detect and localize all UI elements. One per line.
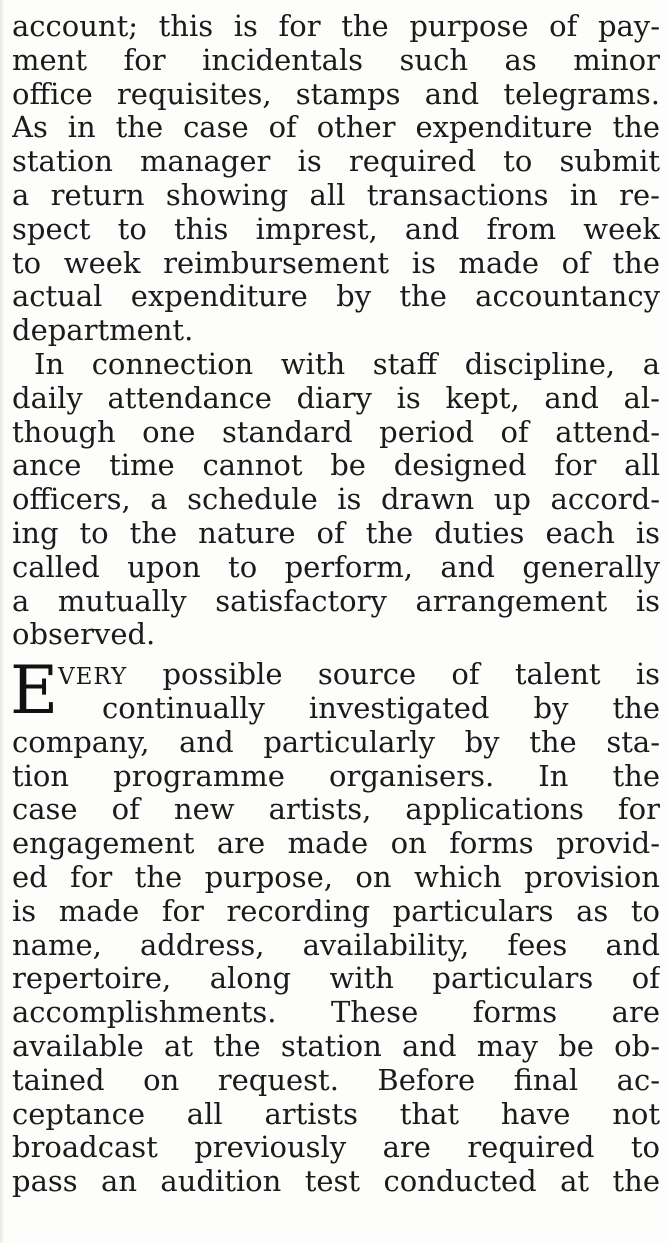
- text-line: office requisites, stamps and telegrams.: [12, 77, 660, 111]
- text-line: accomplishments. These forms are: [12, 996, 660, 1030]
- text-line: to week reimbursement is made of the: [12, 246, 660, 280]
- drop-cap-letter: E: [10, 652, 59, 730]
- text-line: account; this is for the purpose of pay-: [12, 10, 660, 43]
- text-line: continually investigated by the: [102, 691, 660, 725]
- text-line: officers, a schedule is drawn up accord-: [12, 483, 660, 517]
- text-line: observed.: [12, 618, 156, 652]
- paragraph-1: [12, 10, 660, 348]
- text-line: name, address, availability, fees and: [12, 928, 660, 962]
- text-line: department.: [12, 314, 194, 348]
- text-line: ance time cannot be designed for all: [12, 449, 660, 483]
- text-line: repertoire, along with particulars of: [12, 962, 660, 996]
- text-line: a mutually satisfactory arrangement is: [12, 584, 660, 618]
- first-line-rest: possible source of talent is: [162, 658, 660, 692]
- text-line: In connection with staff discipline, a: [34, 347, 660, 381]
- text-line: case of new artists, applications for: [12, 793, 660, 827]
- text-line: spect to this imprest, and from week: [12, 212, 660, 246]
- text-line: daily attendance diary is kept, and al-: [12, 381, 660, 415]
- article-column: [12, 10, 660, 1199]
- text-line: broadcast previously are required to: [12, 1131, 660, 1165]
- text-line: engagement are made on forms provid-: [12, 827, 660, 861]
- text-line: called upon to perform, and generally: [12, 550, 660, 584]
- text-line: company, and particularly by the sta-: [12, 725, 660, 759]
- text-line: tained on request. Before final ac-: [12, 1063, 660, 1097]
- text-line: tion programme organisers. In the: [12, 759, 660, 793]
- scan-edge-shadow: [0, 0, 4, 1243]
- paragraph-2: [12, 348, 660, 652]
- text-line: is made for recording particulars as to: [12, 894, 660, 928]
- text-line: available at the station and may be ob-: [12, 1029, 660, 1063]
- smallcaps-lead: VERY: [58, 664, 128, 691]
- text-line-first: [12, 658, 660, 692]
- text-line: though one standard period of attend-: [12, 415, 660, 449]
- text-line: station manager is required to submit: [12, 145, 660, 179]
- paragraph-3: [10, 652, 660, 1199]
- text-line: actual expenditure by the accountancy: [12, 280, 660, 314]
- text-line: ment for incidentals such as minor: [12, 43, 660, 77]
- text-line: ed for the purpose, on which provision: [12, 860, 660, 894]
- text-line: ing to the nature of the duties each is: [12, 516, 660, 550]
- text-line: a return showing all transactions in re-: [12, 178, 660, 212]
- text-line: As in the case of other expenditure the: [12, 111, 660, 145]
- text-line: pass an audition test conducted at the: [12, 1165, 660, 1199]
- text-line: ceptance all artists that have not: [12, 1097, 660, 1131]
